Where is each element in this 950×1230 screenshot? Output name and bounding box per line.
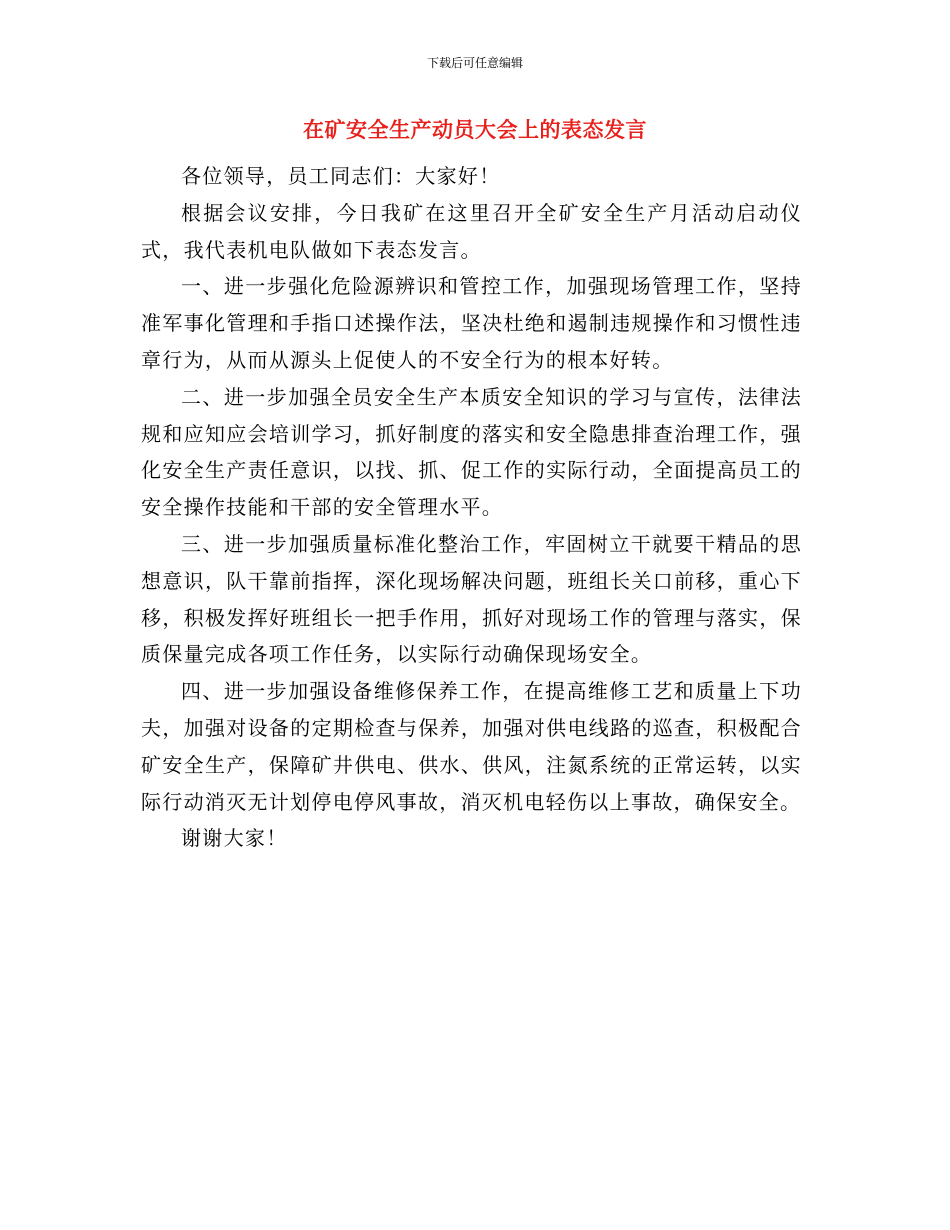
paragraph-point-2: 二、进一步加强全员安全生产本质安全知识的学习与宣传，法律法规和应知应会培训学习，抓好制度的落实和安全隐患排查治理工作，强化安全生产责任意识，以找、抓、促工作的实际行动，全面提高员工的安全操作技能和干部的安全管理水平。 bbox=[141, 384, 802, 520]
document-body bbox=[141, 158, 802, 857]
paragraph-point-3: 三、进一步加强质量标准化整治工作，牢固树立干就要干精品的思想意识，队干靠前指挥，深化现场解决问题，班组长关口前移，重心下移，积极发挥好班组长一把手作用，抓好对现场工作的管理与落实，保质保量完成各项工作任务，以实际行动确保现场安全。 bbox=[141, 531, 802, 667]
greeting-paragraph: 各位领导，员工同志们：大家好！ bbox=[181, 164, 501, 188]
closing-paragraph: 谢谢大家！ bbox=[181, 826, 288, 851]
paragraph-intro: 根据会议安排，今日我矿在这里召开全矿安全生产月活动启动仪式，我代表机电队做如下表态发言。 bbox=[141, 200, 802, 262]
paragraph-point-4: 四、进一步加强设备维修保养工作，在提高维修工艺和质量上下功夫，加强对设备的定期检查与保养，加强对供电线路的巡查，积极配合矿安全生产，保障矿井供电、供水、供风，注氮系统的正常运转，以实际行动消灭无计划停电停风事故，消灭机电轻伤以上事故，确保安全。 bbox=[141, 679, 802, 814]
paragraph-point-1: 一、进一步强化危险源辨识和管控工作，加强现场管理工作，坚持准军事化管理和手指口述操作法，坚决杜绝和遏制违规操作和习惯性违章行为，从而从源头上促使人的不安全行为的根本好转。 bbox=[141, 274, 802, 372]
header-note: 下载后可任意编辑 bbox=[426, 56, 523, 70]
document-title: 在矿安全生产动员大会上的表态发言 bbox=[303, 117, 647, 142]
